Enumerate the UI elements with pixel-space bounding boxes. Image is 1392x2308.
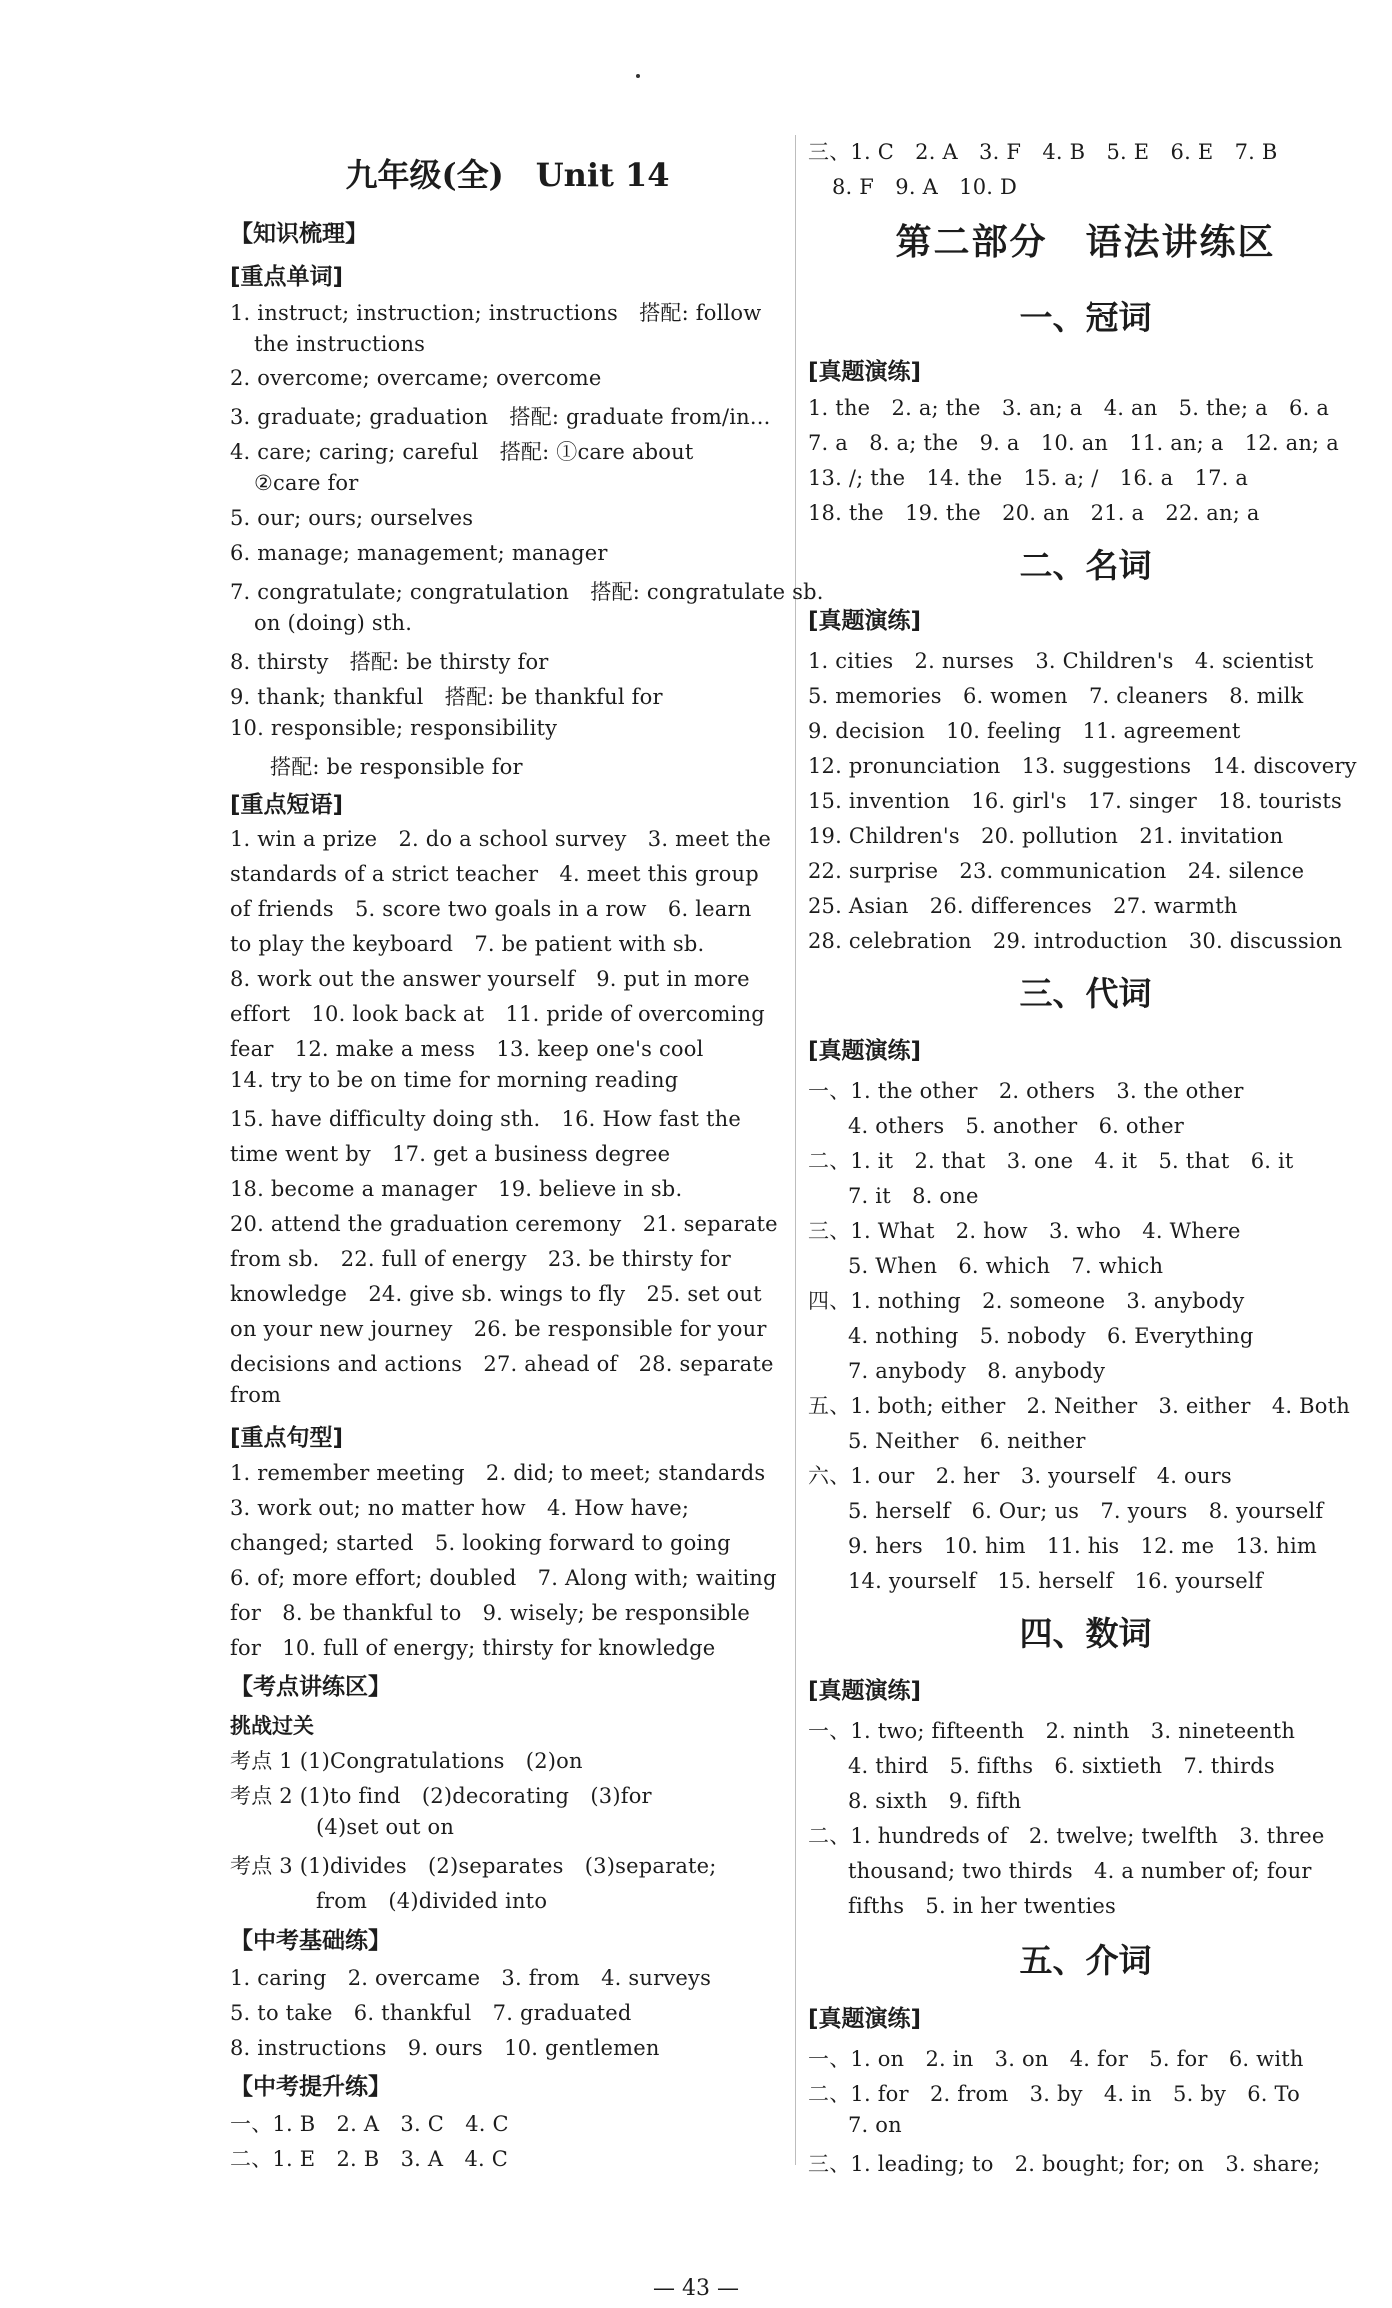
numerals-line: thousand; two thirds 4. a number of; four — [848, 1859, 1312, 1883]
phrase-line: fear 12. make a mess 13. keep one's cool — [230, 1037, 704, 1061]
prep-line: 三、1. leading; to 2. bought; for; on 3. share; — [808, 2152, 1321, 2176]
practice-tag: [真题演练] — [808, 359, 922, 385]
pronouns-line: 14. yourself 15. herself 16. yourself — [848, 1569, 1263, 1593]
section-numerals-title: 四、数词 — [1019, 1614, 1152, 1653]
phrase-line: effort 10. look back at 11. pride of overcoming — [230, 1002, 765, 1026]
top-dot — [636, 74, 640, 78]
phrase-line: from — [230, 1383, 282, 1407]
section-pronouns-title: 三、代词 — [1019, 974, 1152, 1013]
phrase-line: 15. have difficulty doing sth. 16. How fast the — [230, 1107, 742, 1131]
word-line: 5. our; ours; ourselves — [230, 506, 474, 530]
pronouns-line: 四、1. nothing 2. someone 3. anybody — [808, 1289, 1245, 1313]
sentence-line: 1. remember meeting 2. did; to meet; standards — [230, 1461, 766, 1485]
basic-line: 5. to take 6. thankful 7. graduated — [230, 2001, 632, 2025]
word-line: ②care for — [254, 471, 359, 495]
nouns-line: 15. invention 16. girl's 17. singer 18. tourists — [808, 789, 1343, 813]
challenge-label: 挑战过关 — [230, 1714, 314, 1738]
nouns-line: 25. Asian 26. differences 27. warmth — [808, 894, 1238, 918]
phrase-line: 20. attend the graduation ceremony 21. separate — [230, 1212, 778, 1236]
nouns-line: 12. pronunciation 13. suggestions 14. discovery — [808, 754, 1357, 778]
pronouns-line: 一、1. the other 2. others 3. the other — [808, 1079, 1244, 1103]
section-prepositions-title: 五、介词 — [1019, 1941, 1152, 1980]
word-line: 9. thank; thankful 搭配: be thankful for — [230, 685, 663, 709]
point-line: 考点 3 (1)divides (2)separates (3)separate; — [230, 1854, 717, 1878]
unit-title: 九年级(全) Unit 14 — [345, 156, 670, 194]
pronouns-line: 五、1. both; either 2. Neither 3. either 4. Both — [808, 1394, 1350, 1418]
numerals-line: 二、1. hundreds of 2. twelve; twelfth 3. three — [808, 1824, 1325, 1848]
nouns-line: 9. decision 10. feeling 11. agreement — [808, 719, 1241, 743]
articles-line: 1. the 2. a; the 3. an; a 4. an 5. the; a 6. a — [808, 396, 1330, 420]
phrase-line: from sb. 22. full of energy 23. be thirsty for — [230, 1247, 731, 1271]
pronouns-line: 三、1. What 2. how 3. who 4. Where — [808, 1219, 1241, 1243]
section-nouns-title: 二、名词 — [1019, 546, 1152, 585]
pronouns-line: 7. anybody 8. anybody — [848, 1359, 1106, 1383]
nouns-line: 1. cities 2. nurses 3. Children's 4. scientist — [808, 649, 1314, 673]
phrase-line: on your new journey 26. be responsible for your — [230, 1317, 767, 1341]
answer-line: 8. F 9. A 10. D — [832, 175, 1018, 199]
sentence-line: 6. of; more effort; doubled 7. Along with; waiting — [230, 1566, 777, 1590]
pronouns-line: 4. others 5. another 6. other — [848, 1114, 1184, 1138]
word-line: 1. instruct; instruction; instructions 搭配: follow — [230, 301, 762, 325]
word-line: 3. graduate; graduation 搭配: graduate from/in... — [230, 405, 771, 429]
phrase-line: 1. win a prize 2. do a school survey 3. meet the — [230, 827, 771, 851]
phrase-line: of friends 5. score two goals in a row 6. learn — [230, 897, 752, 921]
pronouns-line: 7. it 8. one — [848, 1184, 979, 1208]
pronouns-line: 9. hers 10. him 11. his 12. me 13. him — [848, 1534, 1318, 1558]
word-line: 10. responsible; responsibility — [230, 716, 558, 740]
numerals-line: 8. sixth 9. fifth — [848, 1789, 1022, 1813]
point-line: from (4)divided into — [316, 1889, 548, 1913]
practice-tag: [真题演练] — [808, 608, 922, 634]
word-line: 搭配: be responsible for — [270, 755, 523, 779]
word-line: on (doing) sth. — [254, 611, 413, 635]
word-line: 6. manage; management; manager — [230, 541, 608, 565]
section-knowledge: 【知识梳理】 — [230, 221, 368, 247]
improve-line: 一、1. B 2. A 3. C 4. C — [230, 2112, 509, 2136]
practice-tag: [真题演练] — [808, 2006, 922, 2032]
phrase-line: 14. try to be on time for morning reading — [230, 1068, 679, 1092]
section-improve-practice: 【中考提升练】 — [230, 2074, 391, 2100]
part-two-title: 第二部分 语法讲练区 — [895, 221, 1276, 263]
nouns-line: 22. surprise 23. communication 24. silence — [808, 859, 1305, 883]
section-articles-title: 一、冠词 — [1019, 298, 1152, 337]
word-line: 8. thirsty 搭配: be thirsty for — [230, 650, 549, 674]
sentence-line: 3. work out; no matter how 4. How have; — [230, 1496, 690, 1520]
articles-line: 7. a 8. a; the 9. a 10. an 11. an; a 12. an; a — [808, 431, 1339, 455]
phrase-line: standards of a strict teacher 4. meet this group — [230, 862, 759, 886]
answer-line: 三、1. C 2. A 3. F 4. B 5. E 6. E 7. B — [808, 140, 1278, 164]
prep-line: 一、1. on 2. in 3. on 4. for 5. for 6. with — [808, 2047, 1304, 2071]
phrase-line: 18. become a manager 19. believe in sb. — [230, 1177, 683, 1201]
numerals-line: 4. third 5. fifths 6. sixtieth 7. thirds — [848, 1754, 1275, 1778]
point-line: (4)set out on — [316, 1815, 455, 1839]
prep-line: 二、1. for 2. from 3. by 4. in 5. by 6. To — [808, 2082, 1300, 2106]
pronouns-line: 5. herself 6. Our; us 7. yours 8. yourself — [848, 1499, 1324, 1523]
sentence-line: changed; started 5. looking forward to going — [230, 1531, 731, 1555]
basic-line: 8. instructions 9. ours 10. gentlemen — [230, 2036, 660, 2060]
point-line: 考点 2 (1)to find (2)decorating (3)for — [230, 1784, 652, 1808]
phrase-line: to play the keyboard 7. be patient with sb. — [230, 932, 705, 956]
phrase-line: decisions and actions 27. ahead of 28. separate — [230, 1352, 774, 1376]
word-line: the instructions — [254, 332, 426, 356]
word-line: 2. overcome; overcame; overcome — [230, 366, 602, 390]
section-basic-practice: 【中考基础练】 — [230, 1928, 391, 1954]
improve-line: 二、1. E 2. B 3. A 4. C — [230, 2147, 509, 2171]
word-line: 7. congratulate; congratulation 搭配: congratulate sb. — [230, 580, 824, 604]
pronouns-line: 4. nothing 5. nobody 6. Everything — [848, 1324, 1254, 1348]
point-line: 考点 1 (1)Congratulations (2)on — [230, 1749, 583, 1773]
sub-key-words: [重点单词] — [230, 264, 344, 290]
prep-line: 7. on — [848, 2113, 902, 2137]
numerals-line: 一、1. two; fifteenth 2. ninth 3. nineteenth — [808, 1719, 1296, 1743]
sub-key-phrases: [重点短语] — [230, 792, 344, 818]
practice-tag: [真题演练] — [808, 1038, 922, 1064]
phrase-line: 8. work out the answer yourself 9. put in more — [230, 967, 750, 991]
column-divider — [795, 135, 796, 2165]
page-number: — 43 — — [653, 2276, 739, 2301]
articles-line: 18. the 19. the 20. an 21. a 22. an; a — [808, 501, 1260, 525]
pronouns-line: 5. When 6. which 7. which — [848, 1254, 1164, 1278]
nouns-line: 19. Children's 20. pollution 21. invitation — [808, 824, 1284, 848]
sentence-line: for 10. full of energy; thirsty for knowledge — [230, 1636, 716, 1660]
pronouns-line: 5. Neither 6. neither — [848, 1429, 1086, 1453]
word-line: 4. care; caring; careful 搭配: ①care about — [230, 440, 694, 464]
sub-key-sentences: [重点句型] — [230, 1425, 344, 1451]
nouns-line: 28. celebration 29. introduction 30. discussion — [808, 929, 1343, 953]
articles-line: 13. /; the 14. the 15. a; / 16. a 17. a — [808, 466, 1249, 490]
pronouns-line: 六、1. our 2. her 3. yourself 4. ours — [808, 1464, 1232, 1488]
phrase-line: knowledge 24. give sb. wings to fly 25. set out — [230, 1282, 762, 1306]
section-exam-points: 【考点讲练区】 — [230, 1674, 391, 1700]
pronouns-line: 二、1. it 2. that 3. one 4. it 5. that 6. it — [808, 1149, 1294, 1173]
nouns-line: 5. memories 6. women 7. cleaners 8. milk — [808, 684, 1304, 708]
practice-tag: [真题演练] — [808, 1678, 922, 1704]
phrase-line: time went by 17. get a business degree — [230, 1142, 671, 1166]
basic-line: 1. caring 2. overcame 3. from 4. surveys — [230, 1966, 712, 1990]
numerals-line: fifths 5. in her twenties — [848, 1894, 1117, 1918]
sentence-line: for 8. be thankful to 9. wisely; be responsible — [230, 1601, 751, 1625]
